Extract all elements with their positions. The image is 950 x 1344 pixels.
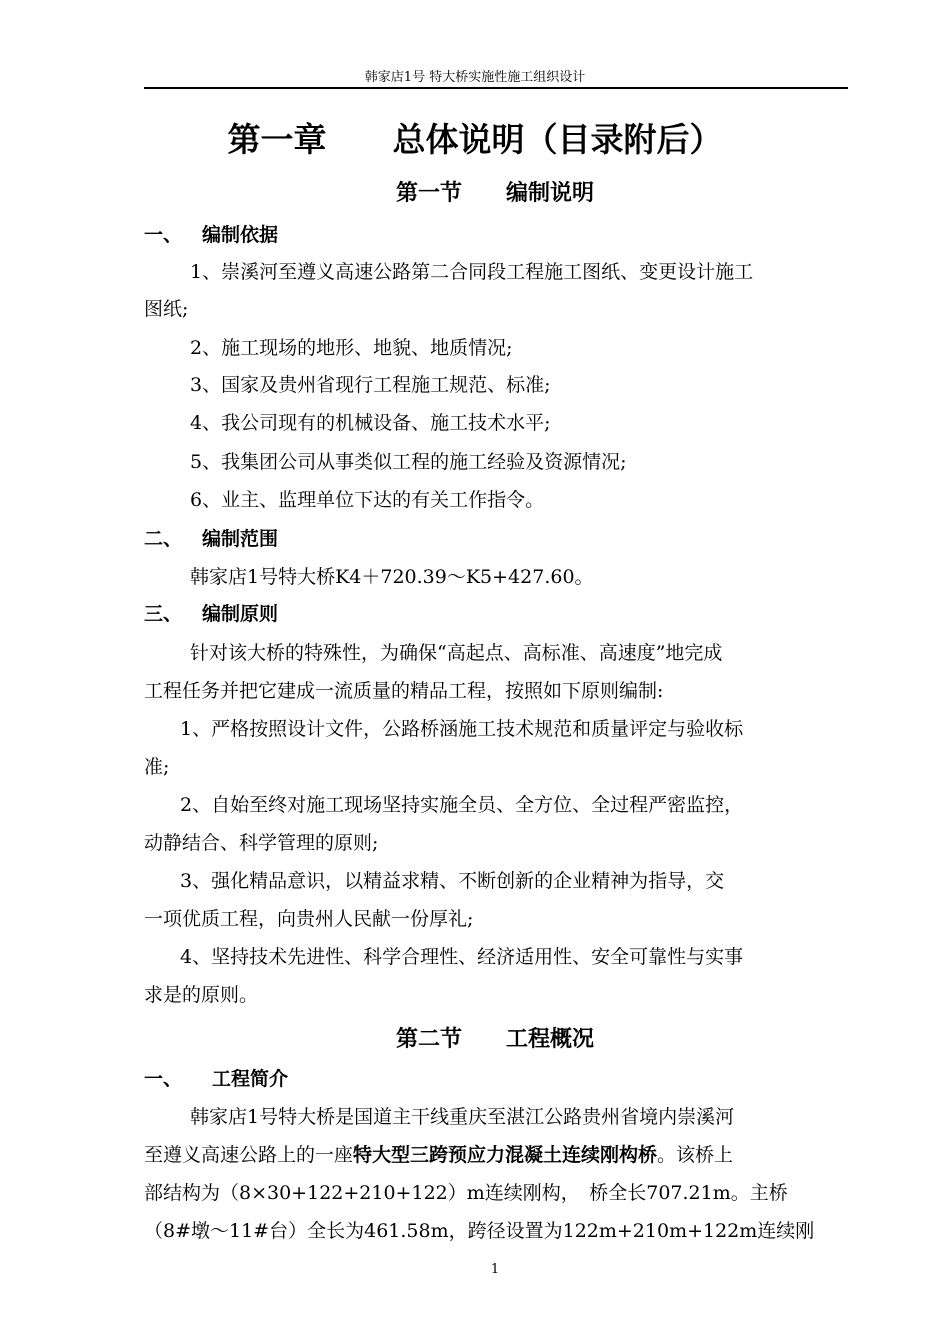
heading-label: 工程简介 [212, 1068, 289, 1090]
heading-label: 编制范围 [202, 528, 279, 550]
principle-4: 4、坚持技术先进性、科学合理性、经济适用性、安全可靠性与实事 [180, 946, 744, 968]
heading-label: 编制依据 [202, 224, 279, 246]
basis-item-6: 6、业主、监理单位下达的有关工作指令。 [190, 489, 545, 511]
heading-overview [144, 1064, 288, 1091]
basis-item-2: 2、施工现场的地形、地貌、地质情况; [190, 337, 513, 359]
principle-3-cont: 一项优质工程，向贵州人民献一份厚礼; [144, 908, 474, 930]
overview-line-2 [144, 1140, 733, 1167]
overview-line-3: 部结构为（8×30+122+210+122）m连续刚构， 桥全长707.21m。主桥 [144, 1182, 788, 1204]
chapter-title: 第一章 总体说明（目录附后） [227, 120, 723, 159]
section-title-1: 第一节 编制说明 [395, 181, 594, 206]
basis-item-4: 4、我公司现有的机械设备、施工技术水平; [190, 412, 551, 434]
running-header: 韩家店1号 特大桥实施性施工组织设计 [364, 70, 586, 85]
heading-number: 二、 [144, 528, 183, 550]
heading-scope [144, 524, 278, 551]
page-number: 1 [490, 1262, 500, 1277]
principle-2: 2、自始至终对施工现场坚持实施全员、全方位、全过程严密监控， [180, 794, 744, 816]
overview-text: 至遵义高速公路上的一座 [144, 1144, 354, 1166]
principles-intro-cont: 工程任务并把它建成一流质量的精品工程，按照如下原则编制: [144, 680, 664, 702]
heading-basis [144, 220, 278, 247]
overview-emphasis: 特大型三跨预应力混凝土连续刚构桥 [353, 1144, 658, 1166]
heading-number: 一、 [144, 224, 183, 246]
overview-line-4: （8#墩～11#台）全长为461.58m，跨径设置为122m+210m+122m连续刚 [144, 1220, 815, 1242]
principle-4-cont: 求是的原则。 [144, 984, 259, 1006]
overview-text: 。该桥上 [657, 1144, 734, 1166]
section-title-2: 第二节 工程概况 [395, 1027, 594, 1052]
principle-2-cont: 动静结合、科学管理的原则; [144, 832, 379, 854]
basis-item-1: 1、崇溪河至遵义高速公路第二合同段工程施工图纸、变更设计施工 [190, 261, 754, 283]
heading-number: 三、 [144, 603, 183, 625]
basis-item-5: 5、我集团公司从事类似工程的施工经验及资源情况; [190, 451, 627, 473]
principles-intro: 针对该大桥的特殊性，为确保“高起点、高标准、高速度”地完成 [190, 642, 723, 664]
basis-item-1-cont: 图纸; [144, 298, 189, 320]
scope-text: 韩家店1号特大桥K4＋720.39～K5+427.60。 [190, 566, 594, 588]
principle-1: 1、严格按照设计文件，公路桥涵施工技术规范和质量评定与验收标 [180, 718, 744, 740]
heading-principles [144, 599, 278, 626]
basis-item-3: 3、国家及贵州省现行工程施工规范、标准; [190, 374, 551, 396]
heading-label: 编制原则 [202, 603, 279, 625]
principle-1-cont: 准; [144, 756, 170, 778]
overview-line-1: 韩家店1号特大桥是国道主干线重庆至湛江公路贵州省境内崇溪河 [190, 1106, 735, 1128]
principle-3: 3、强化精品意识，以精益求精、不断创新的企业精神为指导，交 [180, 870, 725, 892]
header-rule [144, 87, 848, 89]
heading-number: 一、 [144, 1068, 183, 1090]
